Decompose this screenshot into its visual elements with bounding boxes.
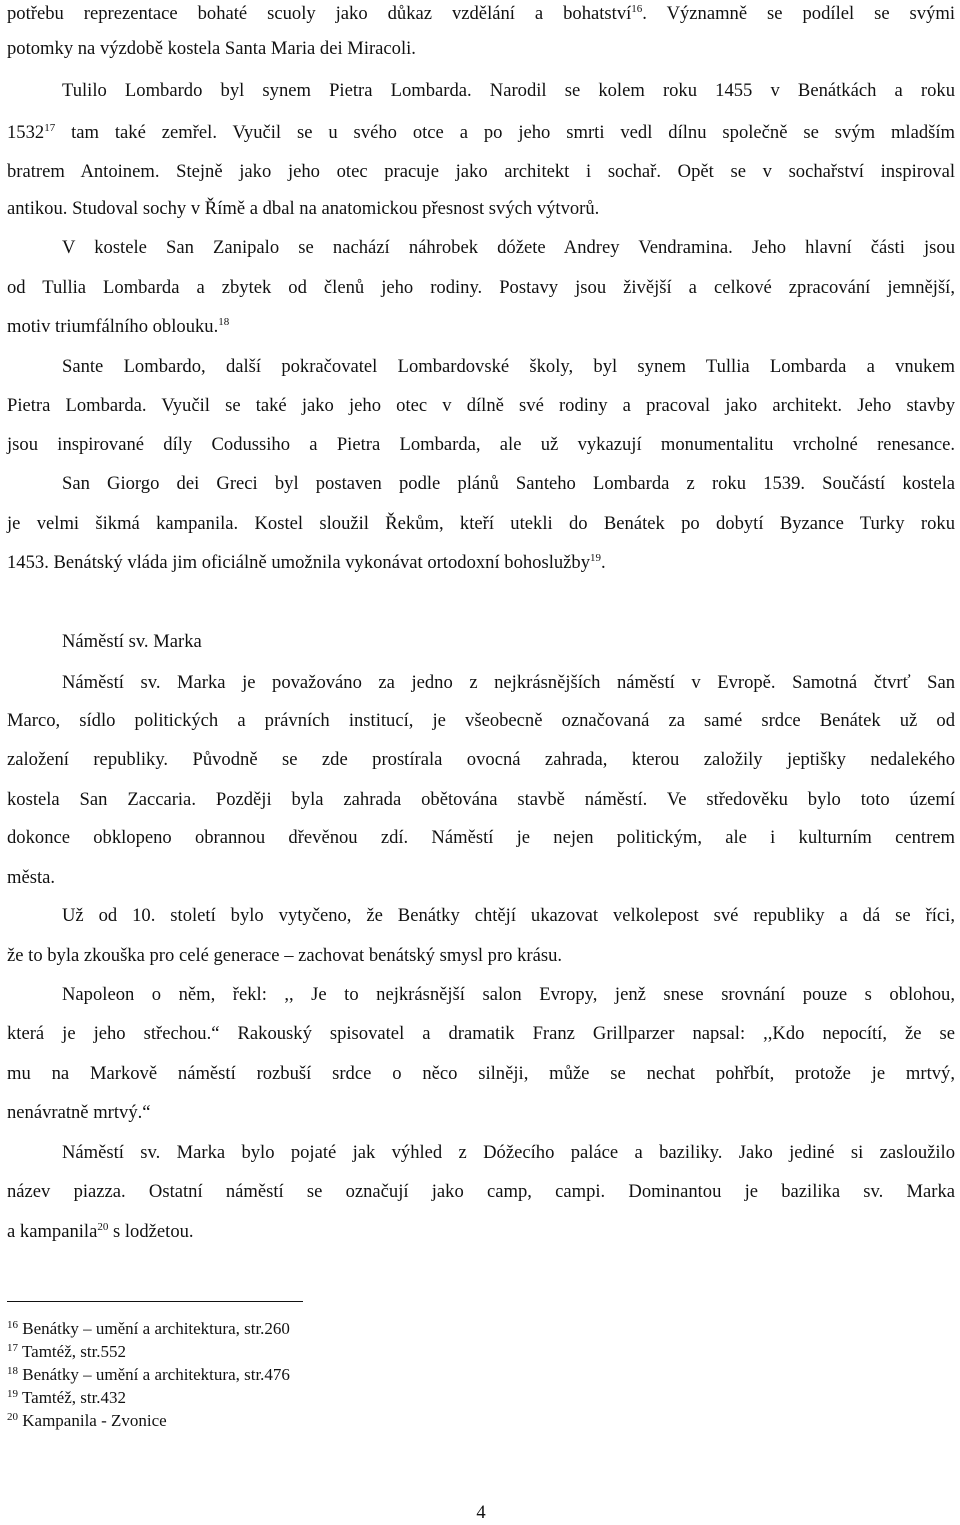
text-line: kostela San Zaccaria. Později byla zahrada obětována stavbě náměstí. Ve středověku bylo toto území bbox=[7, 789, 955, 810]
footnote bbox=[7, 1387, 126, 1409]
footnote-ref[interactable]: 17 bbox=[44, 122, 56, 134]
text-segment: s lodžetou. bbox=[108, 1221, 194, 1242]
text-line: jsou inspirované díly Codussiho a Pietra Lombarda, ale už vykazují monumentalitu vrcholné renesance. bbox=[7, 434, 955, 455]
text-line: od Tullia Lombarda a zbytek od členů jeho rodiny. Postavy jsou živější a celkové zpracování jemnější, bbox=[7, 277, 955, 298]
text-line bbox=[7, 551, 955, 575]
text-line: Už od 10. století bylo vytyčeno, že Benátky chtějí ukazovat velkolepost své republiky a dá se říci, bbox=[62, 905, 955, 926]
text-line: je velmi šikmá kampanila. Kostel sloužil Řekům, kteří utekli do Benátek po dobytí Byzance Turky roku bbox=[7, 513, 955, 534]
text-segment: . bbox=[601, 552, 606, 573]
footnote bbox=[7, 1318, 290, 1340]
footnote-text: Kampanila - Zvonice bbox=[22, 1411, 167, 1430]
footnote-number: 16 bbox=[7, 1319, 18, 1331]
text-line bbox=[7, 2, 955, 26]
footnote-ref[interactable]: 20 bbox=[97, 1221, 109, 1233]
footnote-text: Tamtéž, str.552 bbox=[21, 1342, 127, 1361]
text-line: města. bbox=[7, 867, 56, 888]
footnote bbox=[7, 1410, 167, 1432]
text-segment: 1532 bbox=[7, 122, 45, 143]
text-line: nenávratně mrtvý.“ bbox=[7, 1102, 151, 1123]
text-segment: 1453. Benátský vláda jim oficiálně umožnila vykonávat ortodoxní bohoslužby bbox=[7, 552, 591, 573]
text-line: název piazza. Ostatní náměstí se označují jako camp, campi. Dominantou je bazilika sv. Marka bbox=[7, 1181, 955, 1202]
text-line: potomky na výzdobě kostela Santa Maria dei Miracoli. bbox=[7, 38, 416, 59]
text-line: V kostele San Zanipalo se nachází náhrobek dóžete Andrey Vendramina. Jeho hlavní části jsou bbox=[62, 237, 955, 258]
page-number: 4 bbox=[476, 1502, 486, 1523]
text-line: dokonce obklopeno obrannou dřevěnou zdí. Náměstí je nejen politickým, ale i kulturním centrem bbox=[7, 827, 955, 848]
footnote-ref[interactable]: 16 bbox=[631, 3, 643, 15]
text-line bbox=[7, 121, 955, 145]
text-line: Náměstí sv. Marka je považováno za jedno z nejkrásnějších náměstí v Evropě. Samotná čtvrť San bbox=[62, 672, 955, 693]
text-segment: . Významně se podílel se svými bbox=[642, 3, 956, 24]
text-line bbox=[7, 1220, 955, 1244]
footnote-text: Benátky – umění a architektura, str.476 bbox=[22, 1365, 290, 1384]
text-line: Sante Lombardo, další pokračovatel Lombardovské školy, byl synem Tullia Lombarda a vnukem bbox=[62, 356, 955, 377]
footnote bbox=[7, 1364, 290, 1386]
footnote-number: 20 bbox=[7, 1411, 18, 1423]
text-line: založení republiky. Původně se zde prostírala ovocná zahrada, kterou založily jeptišky nedalekého bbox=[7, 749, 955, 770]
text-segment: a kampanila bbox=[7, 1221, 98, 1242]
text-line: Pietra Lombarda. Vyučil se také jako jeho otec v dílně své rodiny a pracoval jako architekt. Jeho stavby bbox=[7, 395, 955, 416]
footnote-ref[interactable]: 19 bbox=[590, 552, 602, 564]
text-line bbox=[7, 315, 955, 339]
footnote-separator bbox=[7, 1301, 303, 1302]
footnote-text: Benátky – umění a architektura, str.260 bbox=[22, 1319, 290, 1338]
text-line: mu na Markově náměstí rozbuší srdce o něco silněji, může se nechat pohřbít, protože je mrtvý, bbox=[7, 1063, 955, 1084]
footnote-number: 17 bbox=[7, 1342, 18, 1354]
footnote-text: Tamtéž, str.432 bbox=[21, 1388, 127, 1407]
text-line: bratrem Antoinem. Stejně jako jeho otec pracuje jako architekt i sochař. Opět se v sochařství inspiroval bbox=[7, 161, 955, 182]
text-line: antikou. Studoval sochy v Římě a dbal na anatomickou přesnost svých výtvorů. bbox=[7, 198, 600, 219]
section-heading: Náměstí sv. Marka bbox=[62, 631, 202, 652]
text-line: Marco, sídlo politických a právních institucí, je všeobecně označovaná za samé srdce Benátek už od bbox=[7, 710, 955, 731]
footnote-ref[interactable]: 18 bbox=[218, 316, 230, 328]
text-segment: potřebu reprezentace bohaté scuoly jako důkaz vzdělání a bohatství bbox=[7, 3, 632, 24]
text-line: Napoleon o něm, řekl: ,, Je to nejkrásnější salon Evropy, jenž snese srovnání pouze s oblohou, bbox=[62, 984, 955, 1005]
footnote-number: 19 bbox=[7, 1388, 18, 1400]
text-line: která je jeho střechou.“ Rakouský spisovatel a dramatik Franz Grillparzer napsal: ,,Kdo nepocítí, že se bbox=[7, 1023, 955, 1044]
text-segment: tam také zemřel. Vyučil se u svého otce a po jeho smrti vedl dílnu společně se svým mladším bbox=[55, 122, 955, 143]
footnote-number: 18 bbox=[7, 1365, 18, 1377]
text-line: San Giorgo dei Greci byl postaven podle plánů Santeho Lombarda z roku 1539. Součástí kostela bbox=[62, 473, 955, 494]
text-line: že to byla zkouška pro celé generace – zachovat benátský smysl pro krásu. bbox=[7, 945, 563, 966]
footnote bbox=[7, 1341, 126, 1363]
text-line: Tulilo Lombardo byl synem Pietra Lombarda. Narodil se kolem roku 1455 v Benátkách a roku bbox=[62, 80, 955, 101]
text-line: Náměstí sv. Marka bylo pojaté jak výhled z Dóžecího paláce a baziliky. Jako jediné si zasloužilo bbox=[62, 1142, 955, 1163]
text-segment: motiv triumfálního oblouku. bbox=[7, 316, 219, 337]
